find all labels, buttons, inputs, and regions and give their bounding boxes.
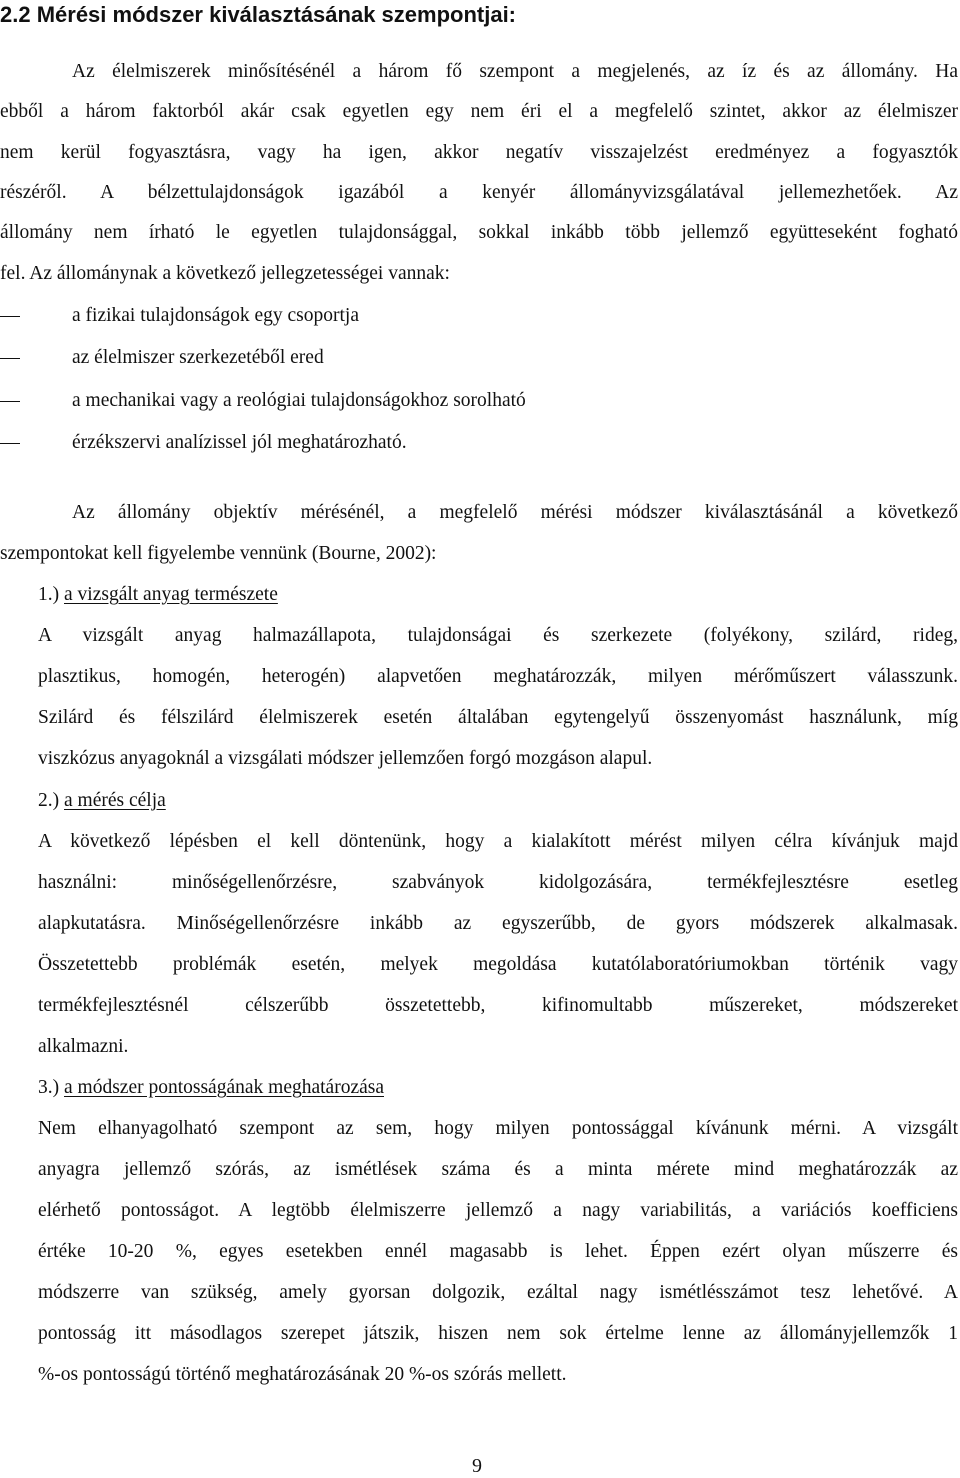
subsection-title: a módszer pontosságának meghatározása bbox=[64, 1077, 384, 1098]
paragraph-line: ebből a három faktorból akár csak egyetlen egy nem éri el a megfelelő szintet, akkor az élelmiszer bbox=[0, 101, 958, 122]
list-item: az élelmiszer szerkezetéből ered bbox=[72, 347, 324, 368]
list-item: érzékszervi analízissel jól meghatározható. bbox=[72, 432, 407, 453]
paragraph-line: Nem elhanyagolható szempont az sem, hogy milyen pontossággal kívánunk mérni. A vizsgált bbox=[38, 1118, 958, 1139]
subsection-title: a mérés célja bbox=[64, 790, 166, 811]
subsection-heading bbox=[38, 1078, 384, 1098]
paragraph-line: fel. Az állománynak a következő jellegzetességei vannak: bbox=[0, 263, 450, 284]
paragraph-line: alapkutatásra. Minőségellenőrzésre inkább az egyszerűbb, de gyors módszerek alkalmasak. bbox=[38, 913, 958, 934]
paragraph-line: módszerre van szükség, amely gyorsan dolgozik, ezáltal nagy ismétlésszámot tesz lehetővé. A bbox=[38, 1282, 958, 1303]
paragraph-line: használni: minőségellenőrzésre, szabványok kidolgozására, termékfejlesztésre esetleg bbox=[38, 872, 958, 893]
paragraph-line: alkalmazni. bbox=[38, 1036, 129, 1057]
dash-bullet-icon bbox=[0, 401, 20, 402]
dash-bullet-icon bbox=[0, 358, 20, 359]
paragraph-line: Összetettebb problémák esetén, melyek megoldása kutatólaboratóriumokban történik vagy bbox=[38, 954, 958, 975]
paragraph-line: állomány nem írható le egyetlen tulajdonsággal, sokkal inkább több jellemző együtteseként fogható bbox=[0, 222, 958, 243]
paragraph-line: Az állomány objektív mérésénél, a megfelelő mérési módszer kiválasztásánál a következő bbox=[72, 502, 958, 523]
paragraph-line: anyagra jellemző szórás, az ismétlések száma és a minta mérete mind meghatározzák az bbox=[38, 1159, 958, 1180]
list-item: a mechanikai vagy a reológiai tulajdonságokhoz sorolható bbox=[72, 390, 526, 411]
subsection-heading bbox=[38, 585, 278, 605]
list-item: a fizikai tulajdonságok egy csoportja bbox=[72, 305, 359, 326]
paragraph-line: plasztikus, homogén, heterogén) alapvetően meghatározzák, milyen mérőműszert válasszunk. bbox=[38, 666, 958, 687]
dash-bullet-icon bbox=[0, 316, 20, 317]
paragraph-line: A vizsgált anyag halmazállapota, tulajdonságai és szerkezete (folyékony, szilárd, rideg, bbox=[38, 625, 958, 646]
paragraph-line: Szilárd és félszilárd élelmiszerek esetén általában egytengelyű összenyomást használunk, míg bbox=[38, 707, 958, 728]
paragraph-line: A következő lépésben el kell döntenünk, hogy a kialakított mérést milyen célra kívánjuk majd bbox=[38, 831, 958, 852]
subsection-number: 3.) bbox=[38, 1077, 60, 1098]
subsection-number: 1.) bbox=[38, 584, 60, 605]
paragraph-line: szempontokat kell figyelembe vennünk (Bourne, 2002): bbox=[0, 543, 437, 564]
paragraph-line: elérhető pontosságot. A legtöbb élelmiszerre jellemző a nagy variabilitás, a variációs koefficiens bbox=[38, 1200, 958, 1221]
paragraph-line: %-os pontosságú történő meghatározásának 20 %-os szórás mellett. bbox=[38, 1364, 567, 1385]
subsection-number: 2.) bbox=[38, 790, 60, 811]
paragraph-line: nem kerül fogyasztásra, vagy ha igen, akkor negatív visszajelzést eredményez a fogyasztók bbox=[0, 142, 958, 163]
section-heading: 2.2 Mérési módszer kiválasztásának szempontjai: bbox=[0, 2, 517, 27]
dash-bullet-icon bbox=[0, 443, 20, 444]
paragraph-line: részéről. A bélzettulajdonságok igazából a kenyér állományvizsgálatával jellemezhetőek. Az bbox=[0, 182, 958, 203]
paragraph-line: termékfejlesztésnél célszerűbb összetettebb, kifinomultabb műszereket, módszereket bbox=[38, 995, 958, 1016]
paragraph-line: viszkózus anyagoknál a vizsgálati módszer jellemzően forgó mozgáson alapul. bbox=[38, 748, 653, 769]
subsection-heading bbox=[38, 791, 166, 811]
page-number: 9 bbox=[472, 1455, 482, 1477]
subsection-title: a vizsgált anyag természete bbox=[64, 584, 278, 605]
paragraph-line: pontosság itt másodlagos szerepet játszik, hiszen nem sok értelme lenne az állományjellemzők 1 bbox=[38, 1323, 958, 1344]
paragraph-line: Az élelmiszerek minősítésénél a három fő szempont a megjelenés, az íz és az állomány. Ha bbox=[72, 61, 958, 82]
paragraph-line: értéke 10-20 %, egyes esetekben ennél magasabb is lehet. Éppen ezért olyan műszerre és bbox=[38, 1241, 958, 1262]
